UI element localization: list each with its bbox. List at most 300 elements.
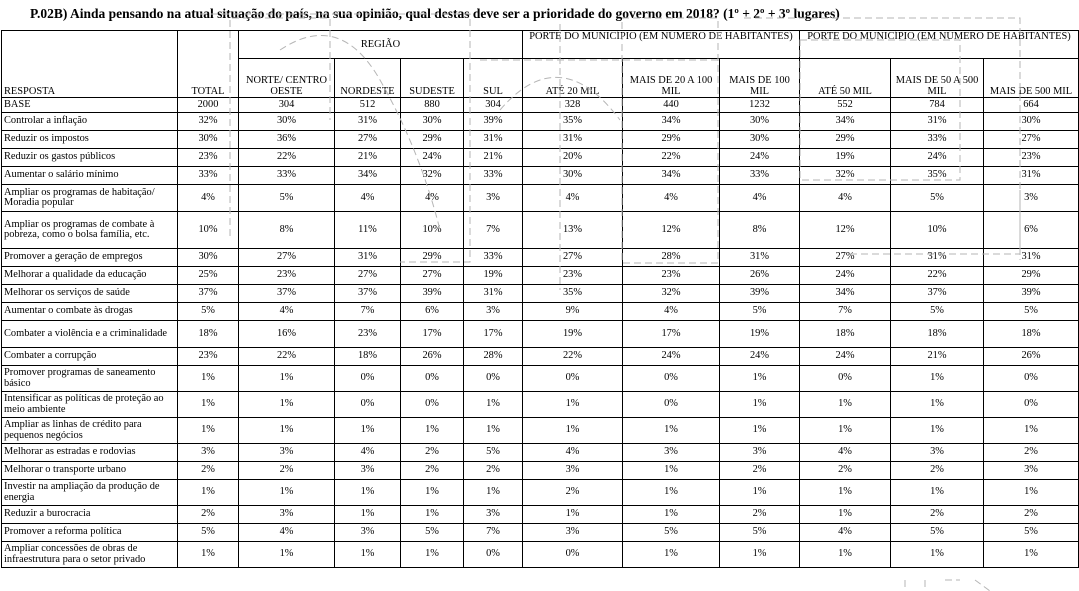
cell-norte-centro-oeste: 4% (239, 524, 335, 542)
cell-sudeste: 2% (401, 444, 464, 462)
cell-sul: 28% (464, 348, 523, 366)
row-label: Promover a geração de empregos (2, 249, 178, 267)
cell-ate-20-mil: 0% (523, 366, 623, 392)
cell-ate-20-mil: 0% (523, 542, 623, 568)
cell-50-a-500-mil: 21% (891, 348, 984, 366)
cell-20-a-100-mil: 12% (623, 212, 720, 249)
cell-mais-100-mil: 1% (720, 366, 800, 392)
cell-20-a-100-mil: 1% (623, 418, 720, 444)
cell-total: 23% (178, 348, 239, 366)
cell-50-a-500-mil: 24% (891, 149, 984, 167)
cell-total: 32% (178, 113, 239, 131)
cell-norte-centro-oeste: 4% (239, 303, 335, 321)
cell-total: 2% (178, 506, 239, 524)
cell-nordeste: 27% (335, 131, 401, 149)
cell-20-a-100-mil: 1% (623, 542, 720, 568)
cell-nordeste: 7% (335, 303, 401, 321)
cell-mais-500-mil: 29% (984, 267, 1079, 285)
cell-mais-500-mil: 5% (984, 524, 1079, 542)
cell-norte-centro-oeste: 22% (239, 149, 335, 167)
cell-norte-centro-oeste: 37% (239, 285, 335, 303)
cell-sul: 21% (464, 149, 523, 167)
cell-50-a-500-mil: 10% (891, 212, 984, 249)
cell-mais-100-mil: 1232 (720, 98, 800, 113)
cell-20-a-100-mil: 0% (623, 366, 720, 392)
cell-sul: 5% (464, 444, 523, 462)
cell-ate-50-mil: 2% (800, 462, 891, 480)
cell-ate-50-mil: 1% (800, 506, 891, 524)
cell-ate-50-mil: 12% (800, 212, 891, 249)
cell-mais-100-mil: 31% (720, 249, 800, 267)
cell-mais-500-mil: 6% (984, 212, 1079, 249)
cell-total: 2000 (178, 98, 239, 113)
cell-total: 1% (178, 392, 239, 418)
cell-ate-50-mil: 1% (800, 392, 891, 418)
cell-ate-50-mil: 19% (800, 149, 891, 167)
cell-total: 25% (178, 267, 239, 285)
cell-mais-500-mil: 1% (984, 542, 1079, 568)
header-norte-centro-oeste: NORTE/ CENTRO OESTE (239, 59, 335, 98)
cell-sudeste: 2% (401, 462, 464, 480)
cell-ate-20-mil: 2% (523, 480, 623, 506)
cell-sul: 0% (464, 542, 523, 568)
cell-sudeste: 0% (401, 392, 464, 418)
cell-ate-50-mil: 1% (800, 480, 891, 506)
cell-mais-500-mil: 0% (984, 392, 1079, 418)
cell-nordeste: 11% (335, 212, 401, 249)
cell-mais-500-mil: 18% (984, 321, 1079, 348)
cell-sul: 31% (464, 285, 523, 303)
cell-sudeste: 24% (401, 149, 464, 167)
cell-total: 30% (178, 249, 239, 267)
cell-ate-20-mil: 1% (523, 506, 623, 524)
table-row (2, 542, 1079, 568)
cell-50-a-500-mil: 31% (891, 113, 984, 131)
header-mais-500-mil: MAIS DE 500 MIL (984, 59, 1079, 98)
cell-mais-100-mil: 5% (720, 524, 800, 542)
cell-norte-centro-oeste: 8% (239, 212, 335, 249)
cell-ate-20-mil: 20% (523, 149, 623, 167)
cell-total: 33% (178, 167, 239, 185)
row-label: Ampliar concessões de obras de infraestrutura para o setor privado (2, 542, 178, 568)
cell-50-a-500-mil: 5% (891, 524, 984, 542)
row-label: Intensificar as políticas de proteção ao meio ambiente (2, 392, 178, 418)
cell-sul: 1% (464, 480, 523, 506)
cell-mais-100-mil: 1% (720, 418, 800, 444)
cell-total: 4% (178, 185, 239, 212)
cell-nordeste: 34% (335, 167, 401, 185)
cell-nordeste: 21% (335, 149, 401, 167)
cell-mais-100-mil: 1% (720, 542, 800, 568)
header-20-a-100-mil: MAIS DE 20 A 100 MIL (623, 59, 720, 98)
row-label: Melhorar os serviços de saúde (2, 285, 178, 303)
cell-mais-100-mil: 2% (720, 462, 800, 480)
cell-nordeste: 1% (335, 480, 401, 506)
cell-ate-50-mil: 34% (800, 113, 891, 131)
cell-ate-20-mil: 4% (523, 444, 623, 462)
cell-sudeste: 4% (401, 185, 464, 212)
cell-sudeste: 26% (401, 348, 464, 366)
cell-nordeste: 37% (335, 285, 401, 303)
row-label: Aumentar o salário mínimo (2, 167, 178, 185)
cell-mais-100-mil: 26% (720, 267, 800, 285)
cell-norte-centro-oeste: 33% (239, 167, 335, 185)
cell-norte-centro-oeste: 1% (239, 392, 335, 418)
cell-50-a-500-mil: 2% (891, 462, 984, 480)
table-row (2, 267, 1079, 285)
cell-50-a-500-mil: 5% (891, 185, 984, 212)
cell-50-a-500-mil: 1% (891, 418, 984, 444)
cell-20-a-100-mil: 22% (623, 149, 720, 167)
table-row (2, 366, 1079, 392)
cell-sudeste: 1% (401, 418, 464, 444)
table-title: P.02B) Ainda pensando na atual situação do país, na sua opinião, qual destas deve ser a prioridade do governo em 2018? (1º + 2º + 3º lugares) (30, 6, 840, 21)
cell-50-a-500-mil: 1% (891, 480, 984, 506)
cell-total: 10% (178, 212, 239, 249)
cell-ate-50-mil: 24% (800, 348, 891, 366)
cell-total: 1% (178, 366, 239, 392)
cell-ate-50-mil: 27% (800, 249, 891, 267)
cell-ate-50-mil: 7% (800, 303, 891, 321)
cell-50-a-500-mil: 1% (891, 542, 984, 568)
cell-nordeste: 27% (335, 267, 401, 285)
cell-total: 5% (178, 524, 239, 542)
cell-20-a-100-mil: 28% (623, 249, 720, 267)
cell-ate-20-mil: 35% (523, 113, 623, 131)
row-label: Ampliar as linhas de crédito para pequenos negócios (2, 418, 178, 444)
cell-20-a-100-mil: 5% (623, 524, 720, 542)
cell-norte-centro-oeste: 27% (239, 249, 335, 267)
cell-total: 1% (178, 480, 239, 506)
table-row (2, 462, 1079, 480)
cell-ate-50-mil: 1% (800, 542, 891, 568)
cell-sul: 1% (464, 392, 523, 418)
table-row (2, 149, 1079, 167)
cell-norte-centro-oeste: 1% (239, 366, 335, 392)
cell-sudeste: 27% (401, 267, 464, 285)
cell-sudeste: 880 (401, 98, 464, 113)
cell-50-a-500-mil: 37% (891, 285, 984, 303)
cell-mais-500-mil: 2% (984, 506, 1079, 524)
cell-ate-20-mil: 13% (523, 212, 623, 249)
cell-norte-centro-oeste: 1% (239, 542, 335, 568)
cell-mais-500-mil: 26% (984, 348, 1079, 366)
cell-norte-centro-oeste: 3% (239, 444, 335, 462)
cell-total: 2% (178, 462, 239, 480)
cell-mais-500-mil: 23% (984, 149, 1079, 167)
cell-ate-20-mil: 22% (523, 348, 623, 366)
cell-sul: 19% (464, 267, 523, 285)
cell-norte-centro-oeste: 1% (239, 418, 335, 444)
row-label: Reduzir os impostos (2, 131, 178, 149)
row-label: Promover programas de saneamento básico (2, 366, 178, 392)
cell-sudeste: 1% (401, 506, 464, 524)
header-resposta: RESPOSTA (2, 31, 178, 98)
table-row (2, 348, 1079, 366)
cell-nordeste: 3% (335, 462, 401, 480)
row-label: Ampliar os programas de combate à pobreza, como o bolsa família, etc. (2, 212, 178, 249)
cell-50-a-500-mil: 35% (891, 167, 984, 185)
row-label: Melhorar a qualidade da educação (2, 267, 178, 285)
table-body (2, 98, 1079, 568)
cell-sudeste: 30% (401, 113, 464, 131)
cell-mais-100-mil: 30% (720, 113, 800, 131)
cell-sul: 1% (464, 418, 523, 444)
cell-total: 18% (178, 321, 239, 348)
cell-sul: 17% (464, 321, 523, 348)
cell-sul: 33% (464, 167, 523, 185)
cell-norte-centro-oeste: 16% (239, 321, 335, 348)
cell-ate-20-mil: 19% (523, 321, 623, 348)
cell-mais-500-mil: 664 (984, 98, 1079, 113)
row-label: Combater a corrupção (2, 348, 178, 366)
cell-20-a-100-mil: 17% (623, 321, 720, 348)
table-row (2, 113, 1079, 131)
table-row (2, 480, 1079, 506)
cell-ate-50-mil: 0% (800, 366, 891, 392)
cell-norte-centro-oeste: 2% (239, 462, 335, 480)
cell-ate-50-mil: 24% (800, 267, 891, 285)
cell-50-a-500-mil: 33% (891, 131, 984, 149)
cell-mais-100-mil: 33% (720, 167, 800, 185)
row-label: Melhorar o transporte urbano (2, 462, 178, 480)
header-nordeste: NORDESTE (335, 59, 401, 98)
cell-ate-20-mil: 9% (523, 303, 623, 321)
cell-ate-50-mil: 34% (800, 285, 891, 303)
header-regiao: REGIÃO (239, 31, 523, 59)
cell-sudeste: 29% (401, 131, 464, 149)
cell-mais-100-mil: 4% (720, 185, 800, 212)
cell-total: 3% (178, 444, 239, 462)
cell-total: 37% (178, 285, 239, 303)
header-50-a-500-mil: MAIS DE 50 A 500 MIL (891, 59, 984, 98)
cell-sudeste: 17% (401, 321, 464, 348)
cell-50-a-500-mil: 784 (891, 98, 984, 113)
header-sul: SUL (464, 59, 523, 98)
cell-nordeste: 1% (335, 506, 401, 524)
cell-sul: 7% (464, 524, 523, 542)
cell-sul: 3% (464, 303, 523, 321)
cell-mais-500-mil: 39% (984, 285, 1079, 303)
cell-sul: 2% (464, 462, 523, 480)
cell-sul: 33% (464, 249, 523, 267)
cell-ate-20-mil: 27% (523, 249, 623, 267)
cell-20-a-100-mil: 0% (623, 392, 720, 418)
cell-nordeste: 18% (335, 348, 401, 366)
cell-sul: 3% (464, 185, 523, 212)
cell-mais-500-mil: 31% (984, 249, 1079, 267)
row-label: Reduzir os gastos públicos (2, 149, 178, 167)
row-label: Controlar a inflação (2, 113, 178, 131)
cell-mais-100-mil: 8% (720, 212, 800, 249)
cell-norte-centro-oeste: 3% (239, 506, 335, 524)
cell-ate-20-mil: 328 (523, 98, 623, 113)
cell-nordeste: 23% (335, 321, 401, 348)
cell-nordeste: 1% (335, 542, 401, 568)
cell-20-a-100-mil: 32% (623, 285, 720, 303)
cell-20-a-100-mil: 24% (623, 348, 720, 366)
cell-mais-500-mil: 27% (984, 131, 1079, 149)
row-label: BASE (2, 98, 178, 113)
table-row (2, 167, 1079, 185)
cell-50-a-500-mil: 18% (891, 321, 984, 348)
cell-total: 1% (178, 542, 239, 568)
cell-nordeste: 4% (335, 185, 401, 212)
cell-norte-centro-oeste: 30% (239, 113, 335, 131)
cell-sul: 0% (464, 366, 523, 392)
cell-ate-50-mil: 32% (800, 167, 891, 185)
row-label: Combater a violência e a criminalidade (2, 321, 178, 348)
table-row (2, 524, 1079, 542)
cell-total: 5% (178, 303, 239, 321)
cell-nordeste: 0% (335, 392, 401, 418)
cell-mais-500-mil: 3% (984, 185, 1079, 212)
base-row (2, 98, 1079, 113)
cell-nordeste: 512 (335, 98, 401, 113)
cell-norte-centro-oeste: 23% (239, 267, 335, 285)
cell-nordeste: 0% (335, 366, 401, 392)
cell-ate-50-mil: 18% (800, 321, 891, 348)
header-ate-50-mil: ATÉ 50 MIL (800, 59, 891, 98)
table-row (2, 321, 1079, 348)
cell-50-a-500-mil: 5% (891, 303, 984, 321)
table-row (2, 418, 1079, 444)
cell-20-a-100-mil: 23% (623, 267, 720, 285)
row-label: Reduzir a burocracia (2, 506, 178, 524)
table-row (2, 249, 1079, 267)
cell-mais-100-mil: 30% (720, 131, 800, 149)
table-row (2, 506, 1079, 524)
cell-ate-20-mil: 3% (523, 524, 623, 542)
cell-50-a-500-mil: 3% (891, 444, 984, 462)
cell-20-a-100-mil: 1% (623, 480, 720, 506)
cell-sudeste: 0% (401, 366, 464, 392)
cell-nordeste: 4% (335, 444, 401, 462)
cell-50-a-500-mil: 31% (891, 249, 984, 267)
table-row (2, 392, 1079, 418)
cell-sudeste: 1% (401, 542, 464, 568)
cell-mais-500-mil: 1% (984, 418, 1079, 444)
header-ate-20-mil: ATÉ 20 MIL (523, 59, 623, 98)
cell-mais-500-mil: 31% (984, 167, 1079, 185)
cell-sul: 3% (464, 506, 523, 524)
cell-norte-centro-oeste: 22% (239, 348, 335, 366)
cell-norte-centro-oeste: 5% (239, 185, 335, 212)
cell-mais-100-mil: 2% (720, 506, 800, 524)
cell-nordeste: 31% (335, 113, 401, 131)
table-row (2, 285, 1079, 303)
header-porte-habitantes-2: PORTE DO MUNICÍPIO (EM NÚMERO DE HABITANTES) (800, 31, 1079, 59)
cell-norte-centro-oeste: 36% (239, 131, 335, 149)
cell-20-a-100-mil: 3% (623, 444, 720, 462)
cell-20-a-100-mil: 1% (623, 506, 720, 524)
table-row (2, 185, 1079, 212)
cell-sul: 304 (464, 98, 523, 113)
cell-20-a-100-mil: 34% (623, 113, 720, 131)
cell-mais-100-mil: 5% (720, 303, 800, 321)
cell-sudeste: 29% (401, 249, 464, 267)
cell-norte-centro-oeste: 1% (239, 480, 335, 506)
cell-norte-centro-oeste: 304 (239, 98, 335, 113)
cell-mais-100-mil: 1% (720, 392, 800, 418)
cell-20-a-100-mil: 4% (623, 303, 720, 321)
cell-mais-100-mil: 39% (720, 285, 800, 303)
cell-ate-20-mil: 30% (523, 167, 623, 185)
cell-mais-500-mil: 1% (984, 480, 1079, 506)
cell-ate-50-mil: 4% (800, 524, 891, 542)
cell-20-a-100-mil: 34% (623, 167, 720, 185)
cell-ate-20-mil: 1% (523, 392, 623, 418)
cell-20-a-100-mil: 29% (623, 131, 720, 149)
cell-sul: 39% (464, 113, 523, 131)
cell-ate-20-mil: 4% (523, 185, 623, 212)
results-table (1, 30, 1079, 568)
table-row (2, 131, 1079, 149)
cell-ate-20-mil: 35% (523, 285, 623, 303)
cell-50-a-500-mil: 22% (891, 267, 984, 285)
cell-20-a-100-mil: 440 (623, 98, 720, 113)
cell-20-a-100-mil: 1% (623, 462, 720, 480)
header-sudeste: SUDESTE (401, 59, 464, 98)
cell-sul: 7% (464, 212, 523, 249)
cell-20-a-100-mil: 4% (623, 185, 720, 212)
cell-total: 23% (178, 149, 239, 167)
row-label: Aumentar o combate às drogas (2, 303, 178, 321)
cell-ate-50-mil: 29% (800, 131, 891, 149)
table-row (2, 303, 1079, 321)
header-porte-habitantes-1: PORTE DO MUNICÍPIO (EM NÚMERO DE HABITANTES) (523, 31, 800, 59)
cell-mais-500-mil: 5% (984, 303, 1079, 321)
cell-mais-500-mil: 0% (984, 366, 1079, 392)
cell-ate-50-mil: 4% (800, 185, 891, 212)
cell-nordeste: 1% (335, 418, 401, 444)
cell-50-a-500-mil: 1% (891, 366, 984, 392)
cell-mais-500-mil: 3% (984, 462, 1079, 480)
row-label: Ampliar os programas de habitação/ Moradia popular (2, 185, 178, 212)
cell-ate-50-mil: 552 (800, 98, 891, 113)
row-label: Investir na ampliação da produção de energia (2, 480, 178, 506)
cell-ate-50-mil: 1% (800, 418, 891, 444)
cell-mais-100-mil: 24% (720, 149, 800, 167)
cell-ate-20-mil: 1% (523, 418, 623, 444)
header-mais-100-mil: MAIS DE 100 MIL (720, 59, 800, 98)
row-label: Melhorar as estradas e rodovias (2, 444, 178, 462)
cell-sul: 31% (464, 131, 523, 149)
cell-ate-20-mil: 23% (523, 267, 623, 285)
row-label: Promover a reforma política (2, 524, 178, 542)
cell-total: 30% (178, 131, 239, 149)
cell-mais-500-mil: 30% (984, 113, 1079, 131)
cell-50-a-500-mil: 1% (891, 392, 984, 418)
table-row (2, 444, 1079, 462)
cell-mais-100-mil: 19% (720, 321, 800, 348)
cell-ate-20-mil: 31% (523, 131, 623, 149)
cell-ate-20-mil: 3% (523, 462, 623, 480)
cell-50-a-500-mil: 2% (891, 506, 984, 524)
cell-sudeste: 39% (401, 285, 464, 303)
cell-total: 1% (178, 418, 239, 444)
cell-mais-100-mil: 1% (720, 480, 800, 506)
cell-mais-500-mil: 2% (984, 444, 1079, 462)
header-total: TOTAL (178, 31, 239, 98)
cell-sudeste: 5% (401, 524, 464, 542)
cell-sudeste: 10% (401, 212, 464, 249)
cell-ate-50-mil: 4% (800, 444, 891, 462)
cell-sudeste: 32% (401, 167, 464, 185)
cell-sudeste: 6% (401, 303, 464, 321)
cell-mais-100-mil: 3% (720, 444, 800, 462)
cell-sudeste: 1% (401, 480, 464, 506)
